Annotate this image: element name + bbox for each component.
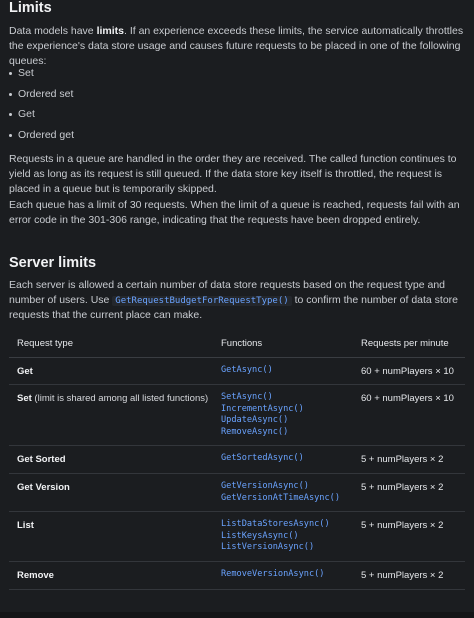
- function-link[interactable]: GetSortedAsync(): [221, 453, 304, 463]
- request-type-cell: [9, 481, 213, 511]
- server-limits-heading: Server limits: [9, 255, 97, 271]
- queue-item-ordered-set: Ordered set: [9, 84, 74, 105]
- function-link[interactable]: UpdateAsync(): [221, 415, 289, 425]
- queue-item-set: Set: [9, 63, 74, 84]
- queue-paragraph: Requests in a queue are handled in the order they are received. The called function continues to yield as long as its request is still queued. If the data store key itself is throttled, the request is placed in a queue but is temporarily skipped.: [9, 153, 457, 195]
- functions-cell: [213, 392, 353, 445]
- header-requests-per-minute: Requests per minute: [361, 337, 449, 349]
- request-type-cell: [9, 392, 213, 445]
- request-type-cell: [9, 453, 213, 473]
- server-limits-intro: [9, 278, 465, 323]
- rpm-cell: 60 + numPlayers × 10: [361, 393, 454, 404]
- table-row: [9, 474, 465, 512]
- function-link[interactable]: SetAsync(): [221, 392, 273, 402]
- function-link[interactable]: RemoveAsync(): [221, 426, 289, 437]
- server-limits-table: [9, 330, 465, 590]
- request-type: Get Version: [17, 482, 70, 493]
- server-intro-text-2: to confirm the number of data store requests that the current place can make.: [9, 293, 459, 321]
- request-type: Get Sorted: [17, 454, 66, 465]
- rpm-cell: 5 + numPlayers × 2: [361, 520, 444, 531]
- request-type: Get: [17, 366, 33, 377]
- queue-item-get: Get: [9, 104, 74, 125]
- function-link[interactable]: RemoveVersionAsync(): [221, 569, 325, 579]
- function-link[interactable]: ListVersionAsync(): [221, 542, 315, 552]
- header-request-type: Request type: [17, 337, 73, 349]
- server-intro-text: Each server is allowed a certain number of data store requests based on the request type and number of users. Use: [9, 279, 446, 306]
- limits-intro-text-2: . If an experience exceeds these limits, the service automatically throttles the experience's data store usage and causes future requests to be placed in one of the following queues:: [9, 25, 464, 67]
- function-link[interactable]: GetVersionAtTimeAsync(): [221, 492, 340, 503]
- request-type-cell: [9, 519, 213, 561]
- table-row: [9, 512, 465, 562]
- queue-item-ordered-get: Ordered get: [9, 125, 74, 146]
- rpm-cell: 60 + numPlayers × 10: [361, 366, 454, 377]
- limits-heading: Limits: [9, 0, 52, 16]
- rpm-cell: 5 + numPlayers × 2: [361, 570, 444, 581]
- request-type: Remove: [17, 570, 54, 581]
- function-link[interactable]: ListDataStoresAsync(): [221, 519, 330, 529]
- header-functions: Functions: [221, 337, 263, 349]
- functions-cell: [213, 519, 353, 561]
- functions-cell: [213, 481, 353, 511]
- rpm-cell: 5 + numPlayers × 2: [361, 454, 444, 465]
- limit-paragraph: Each queue has a limit of 30 requests. When the limit of a queue is reached, requests fail with an error code in the 301-306 range, indicating that the requests have been dropped entirely.: [9, 199, 460, 226]
- table-row: [9, 446, 465, 474]
- request-type-cell: [9, 569, 213, 589]
- queue-list: [9, 63, 74, 145]
- functions-cell: [213, 569, 353, 589]
- request-type: Set: [17, 393, 32, 404]
- table-row: [9, 385, 465, 446]
- function-link[interactable]: ListKeysAsync(): [221, 530, 299, 541]
- function-link[interactable]: GetAsync(): [221, 365, 273, 375]
- table-row: [9, 358, 465, 385]
- function-link[interactable]: GetVersionAsync(): [221, 481, 309, 491]
- limits-intro-text: Data models have: [9, 25, 97, 37]
- request-type-note: (limit is shared among all listed functions): [31, 393, 209, 404]
- table-header-row: [9, 330, 465, 358]
- function-link[interactable]: IncrementAsync(): [221, 403, 304, 414]
- bottom-bar: [0, 612, 474, 618]
- rpm-cell: 5 + numPlayers × 2: [361, 482, 444, 493]
- request-type-cell: [9, 365, 213, 384]
- functions-cell: [213, 365, 353, 384]
- limits-link[interactable]: limits: [96, 25, 124, 37]
- limits-intro: [9, 24, 465, 69]
- get-request-budget-link[interactable]: GetRequestBudgetForRequestType(): [112, 296, 291, 306]
- functions-cell: [213, 453, 353, 473]
- request-type: List: [17, 520, 34, 531]
- table-row: [9, 562, 465, 590]
